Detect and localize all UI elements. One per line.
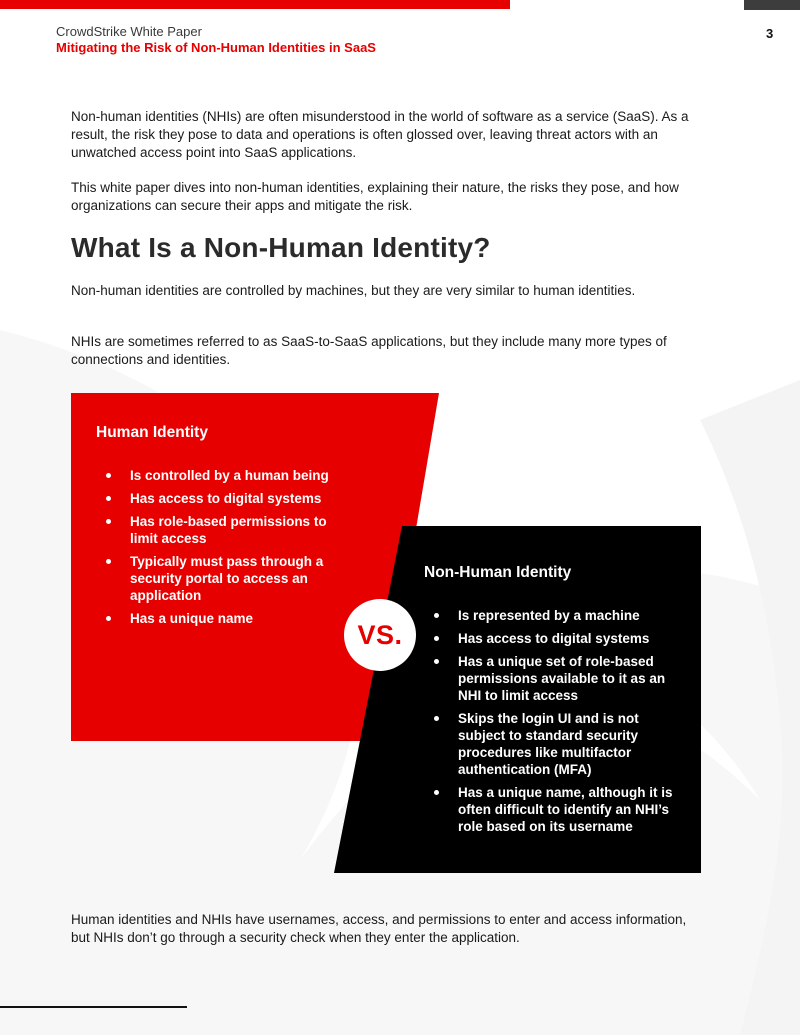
footer-rule: [0, 1006, 187, 1008]
list-item: Has a unique set of role-based permissions available to it as an NHI to limit access: [424, 653, 686, 704]
page-number: 3: [766, 26, 774, 41]
list-item: Is represented by a machine: [424, 607, 686, 624]
nonhuman-identity-title: Non-Human Identity: [424, 564, 572, 581]
closing-paragraph: Human identities and NHIs have usernames, access, and permissions to enter and access information, but NHIs don’t go through a security check when they enter the application.: [71, 912, 687, 945]
intro-paragraph-2: This white paper dives into non-human identities, explaining their nature, the risks they pose, and how organizations can secure their apps and mitigate the risk.: [71, 180, 679, 213]
list-item: Typically must pass through a security portal to access an application: [96, 553, 351, 604]
human-identity-list: [96, 467, 351, 633]
bullet-icon: [106, 616, 111, 621]
section-paragraph-2: NHIs are sometimes referred to as SaaS-to-SaaS applications, but they include many more types of connections and identities.: [71, 334, 667, 367]
bullet-icon: [106, 519, 111, 524]
bullet-icon: [434, 613, 439, 618]
list-item: Has role-based permissions to limit access: [96, 513, 351, 547]
list-item: Is controlled by a human being: [96, 467, 351, 484]
doc-type-label: CrowdStrike White Paper: [56, 24, 202, 39]
section-paragraph-1: Non-human identities are controlled by machines, but they are very similar to human identities.: [71, 283, 636, 298]
list-item: Skips the login UI and is not subject to standard security procedures like multifactor authentication (MFA): [424, 710, 686, 778]
nonhuman-identity-list: [424, 607, 686, 841]
bullet-icon: [106, 496, 111, 501]
human-identity-title: Human Identity: [96, 424, 208, 441]
list-item: Has a unique name: [96, 610, 351, 627]
list-item: Has access to digital systems: [424, 630, 686, 647]
bullet-icon: [106, 559, 111, 564]
intro-paragraph-1: Non-human identities (NHIs) are often misunderstood in the world of software as a service (SaaS). As a result, the risk they pose to data and operations is often glossed over, leaving threat actors with an unwatched access point into SaaS applications.: [71, 109, 689, 160]
list-item: Has a unique name, although it is often difficult to identify an NHI’s role based on its username: [424, 784, 686, 835]
bullet-icon: [434, 790, 439, 795]
bullet-icon: [434, 659, 439, 664]
vs-badge: [344, 599, 416, 671]
doc-title: Mitigating the Risk of Non-Human Identities in SaaS: [56, 40, 376, 55]
vs-label: VS.: [357, 619, 403, 650]
section-heading: What Is a Non-Human Identity?: [71, 232, 491, 263]
list-item: Has access to digital systems: [96, 490, 351, 507]
bullet-icon: [434, 636, 439, 641]
bullet-icon: [106, 473, 111, 478]
bullet-icon: [434, 716, 439, 721]
